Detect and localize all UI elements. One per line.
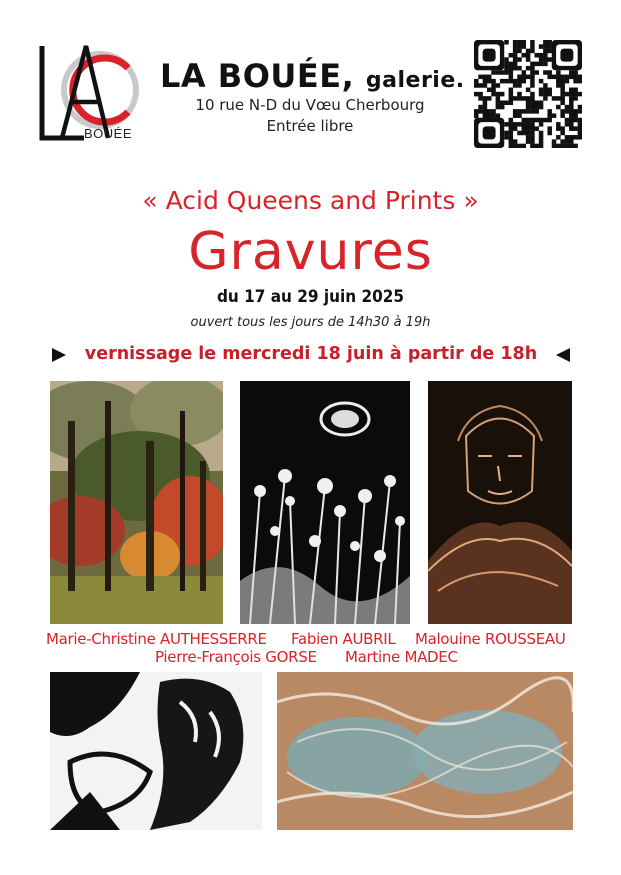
opening-hours: ouvert tous les jours de 14h30 à 19h [190,315,431,330]
logo-text: BOUÉE [84,126,133,141]
artist-name: Marie-Christine AUTHESSERRE [46,630,267,648]
entry-info: Entrée libre [266,117,354,135]
artwork-forest-print [50,381,223,624]
artist-name: Malouine ROUSSEAU [415,630,566,648]
arrow-right-icon [52,348,66,362]
qr-code-icon [474,40,582,148]
artwork-portrait-print [428,381,572,624]
artist-name: Fabien AUBRIL [291,630,396,648]
gallery-address: 10 rue N-D du Vœu Cherbourg [195,96,425,114]
artist-name: Martine MADEC [345,648,458,666]
artwork-night-plants-print [240,381,410,624]
exhibition-subtitle: « Acid Queens and Prints » [142,186,479,215]
artist-name: Pierre-François GORSE [155,648,317,666]
qr-code[interactable] [474,40,582,148]
arrow-left-icon [556,348,570,362]
gallery-logo [36,38,146,148]
artwork-figures-print [50,672,262,830]
vernissage-row [0,344,621,368]
gallery-name-main: LA BOUÉE, [160,57,355,95]
exhibition-title: Gravures [188,222,433,282]
gallery-name-suffix: galerie. [365,68,465,93]
gallery-name [160,57,465,95]
vernissage-text: vernissage le mercredi 18 juin à partir de 18h [84,344,538,364]
exhibition-dates: du 17 au 29 juin 2025 [216,287,405,307]
artwork-abstract-print [277,672,573,830]
